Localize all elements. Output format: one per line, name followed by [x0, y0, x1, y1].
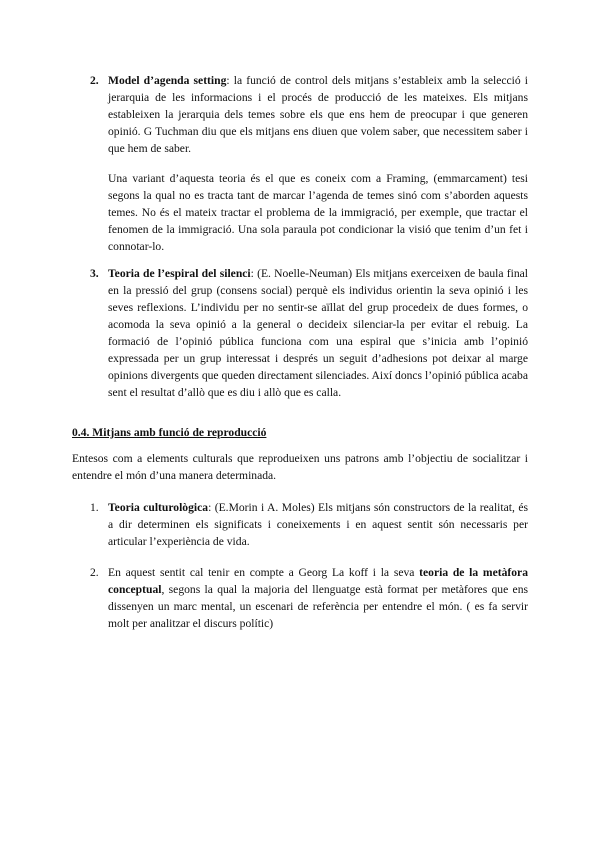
section-intro: Entesos com a elements culturals que reprodueixen uns patrons amb l’objectiu de socialitzar i entendre el món d’una manera determinada. — [72, 452, 528, 482]
term-teoria-culturologica: Teoria culturològica — [108, 501, 209, 514]
item-text-post: , segons la qual la majoria del llenguatge està format per metàfores que ens dissenyen un marc mental, un escenari de referència per entendre el món. ( es fa servir molt per analitzar el discurs polític) — [108, 583, 528, 630]
list-item-metafora-conceptual — [108, 564, 528, 632]
section-heading: 0.4. Mitjans amb funció de reproducció — [72, 426, 267, 439]
list-number: 3. — [90, 267, 99, 280]
term-espiral-silenci: Teoria de l’espiral del silenci — [108, 267, 251, 280]
term-agenda-setting: Model d’agenda setting — [108, 74, 227, 87]
list-number: 1. — [90, 501, 99, 514]
list-item-espiral-silenci — [108, 265, 528, 401]
term-metafora-conceptual: teoria de la metàfora conceptual — [108, 566, 528, 596]
list-number: 2. — [90, 566, 99, 579]
list-item-agenda-setting — [108, 72, 528, 157]
item-text: : (E. Noelle-Neuman) Els mitjans exerceixen de baula final en la pressió del grup (consens social) perquè els individus orientin la seva opinió i les seves reflexions. L’individu per no sentir-se aïllat del grup procedeix de dues formes, o acomoda la seva opinió a la general o decideix silenciar-la per evitar el rebuig. La formació de l’opinió pública funciona com una espiral que s’inicia amb l’opinió expressada per un grup interessat i després un seguit d’adhesions pot deixar al marge opinions divergents que queden directament silenciades. Així doncs l’opinió pública acaba sent el resultat d’allò que es diu i allò que es calla. — [108, 267, 528, 399]
item-text-pre: En aquest sentit cal tenir en compte a Georg La koff i la seva — [108, 566, 420, 579]
framing-paragraph: Una variant d’aquesta teoria és el que es coneix com a Framing, (emmarcament) tesi segons la qual no es tracta tant de marcar l’agenda de temes sinó com s’aborden aquests temes. No és el mateix tractar el problema de la immigració, per exemple, que tractar el fenomen de la immigració. Una sola paraula pot condicionar la visió que tenim d’un fet i connotar-lo. — [108, 172, 528, 253]
list-item-teoria-culturologica — [108, 499, 528, 550]
list-number: 2. — [90, 74, 99, 87]
item-text: : la funció de control dels mitjans s’estableix amb la selecció i jerarquia de les informacions i el procés de producció de les mateixes. Els mitjans estableixen la jerarquia dels temes sobre els que ens hem de preocupar i que generen opinió. G Tuchman diu que els mitjans ens diuen que volem saber, que necessitem saber i que hem de saber. — [108, 74, 528, 155]
item-text: : (E.Morin i A. Moles) Els mitjans són constructors de la realitat, és a dir determinen els significats i coneixements i en aquest sentit són necessaris per articular l’experiència de vida. — [108, 501, 528, 548]
